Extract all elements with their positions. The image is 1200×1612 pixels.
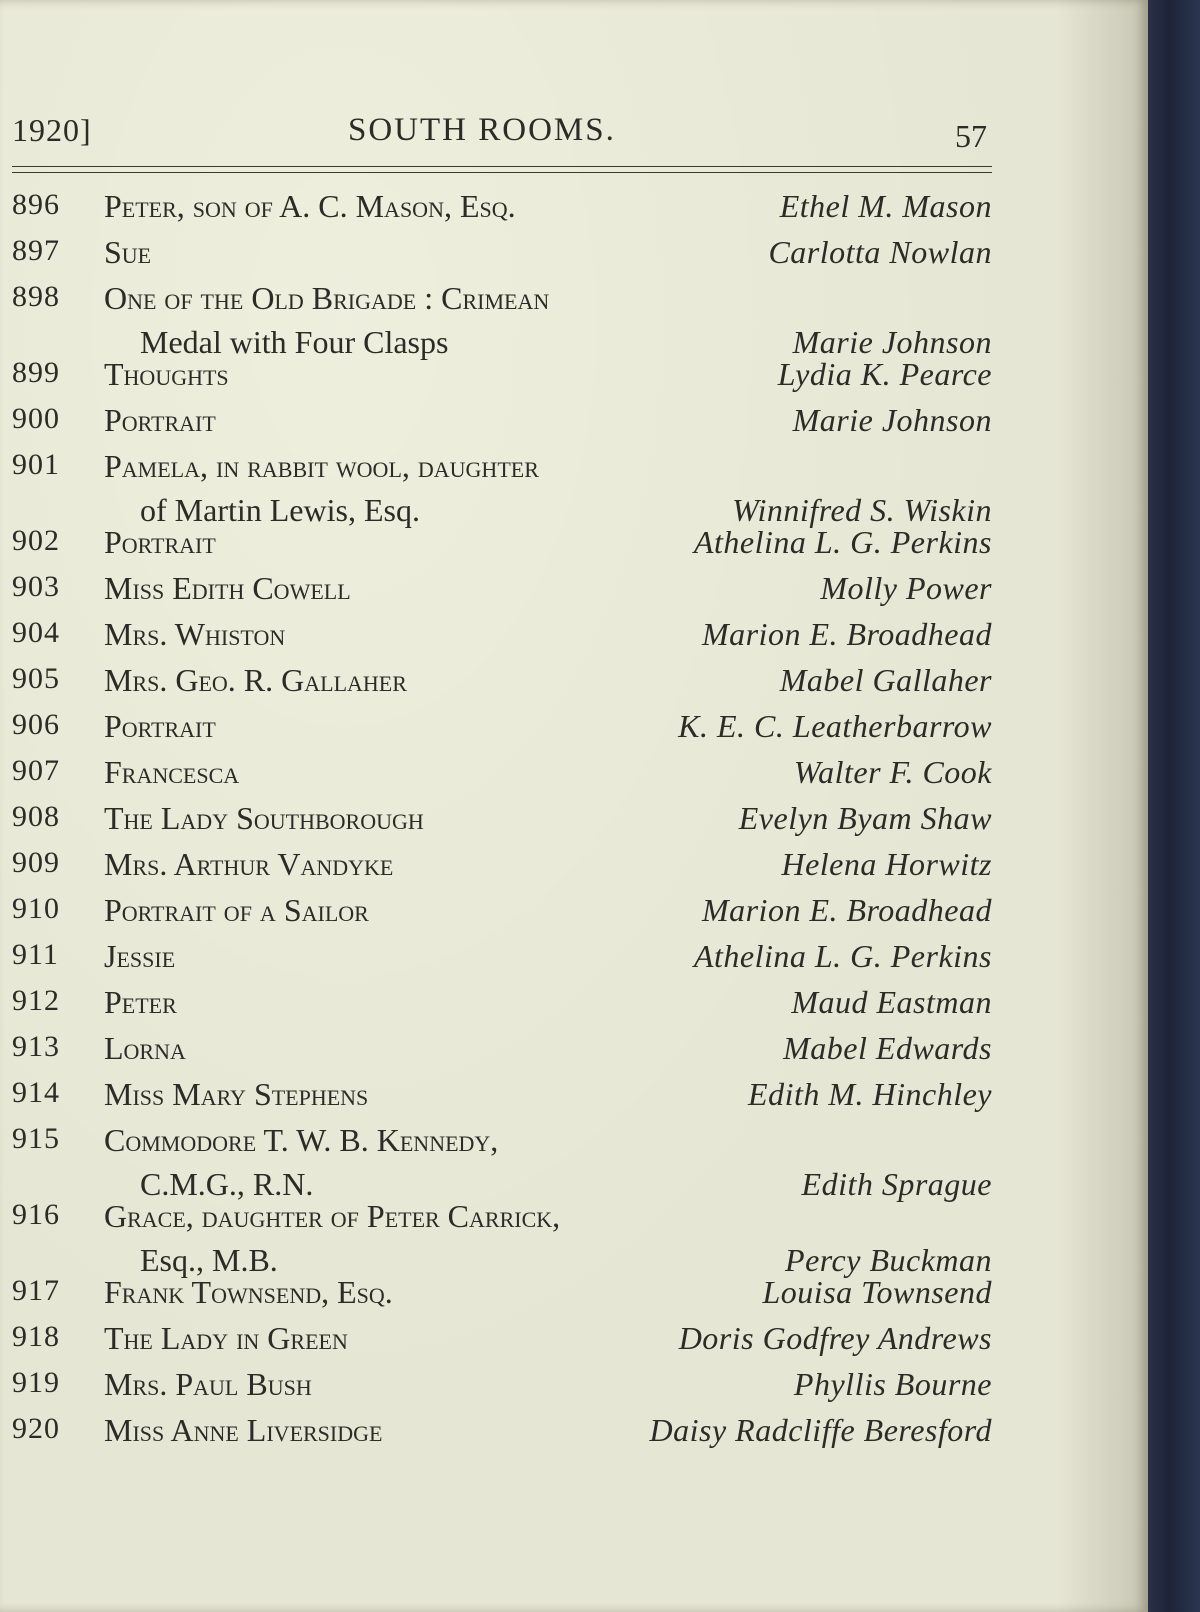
entry-number: 911	[12, 938, 59, 971]
catalogue-entry	[0, 234, 1000, 278]
entry-artist: Helena Horwitz	[781, 846, 992, 882]
entry-artist: Phyllis Bourne	[793, 1366, 992, 1402]
entry-title-continuation: of Martin Lewis, Esq.	[140, 492, 420, 528]
entry-artist: Percy Buckman	[785, 1242, 992, 1278]
entry-title-continuation: C.M.G., R.N.	[140, 1166, 314, 1202]
entry-artist: Carlotta Nowlan	[768, 234, 992, 270]
entry-number: 907	[12, 754, 60, 787]
entry-artist: K. E. C. Leatherbarrow	[678, 708, 992, 744]
entry-title-continuation: Esq., M.B.	[140, 1242, 278, 1278]
book-binding	[1148, 0, 1200, 1612]
entry-artist: Marion E. Broadhead	[701, 892, 992, 928]
catalogue-entry	[0, 892, 1000, 936]
catalogue-entry	[0, 1076, 1000, 1120]
entry-number: 916	[12, 1198, 60, 1231]
entry-artist: Lydia K. Pearce	[777, 356, 992, 392]
entry-number: 908	[12, 800, 60, 833]
entry-title: Mrs. Whiston	[104, 616, 286, 652]
entry-number: 920	[12, 1412, 60, 1445]
catalogue-entry	[0, 356, 1000, 400]
entry-title: Mrs. Geo. R. Gallaher	[104, 662, 407, 698]
entry-number: 919	[12, 1366, 60, 1399]
catalogue-entry	[0, 448, 1000, 528]
entry-number: 905	[12, 662, 60, 695]
entry-number: 917	[12, 1274, 60, 1307]
entry-number: 896	[12, 188, 60, 221]
entry-artist: Molly Power	[820, 570, 992, 606]
entry-number: 898	[12, 280, 60, 313]
catalogue-entry	[0, 754, 1000, 798]
catalogue-entry	[0, 846, 1000, 890]
catalogue-entry	[0, 1412, 1000, 1456]
entry-artist: Maud Eastman	[791, 984, 992, 1020]
page-number: 57	[955, 118, 987, 154]
entry-title: Thoughts	[104, 356, 229, 392]
catalogue-entry	[0, 1122, 1000, 1202]
entry-number: 915	[12, 1122, 60, 1155]
entry-artist: Athelina L. G. Perkins	[693, 938, 992, 974]
entry-artist: Winnifred S. Wiskin	[732, 492, 992, 528]
catalogue-entry	[0, 938, 1000, 982]
entry-title: Miss Edith Cowell	[104, 570, 351, 606]
catalogue-entry	[0, 1320, 1000, 1364]
catalogue-entry	[0, 1198, 1000, 1278]
entry-artist: Daisy Radcliffe Beresford	[649, 1412, 992, 1448]
entry-number: 909	[12, 846, 60, 879]
catalogue-entry	[0, 524, 1000, 568]
header-rule	[12, 166, 992, 167]
catalogue-entry	[0, 280, 1000, 360]
catalogue-entry	[0, 570, 1000, 614]
entry-number: 904	[12, 616, 60, 649]
entry-artist: Marie Johnson	[792, 324, 992, 360]
entry-title-continuation: Medal with Four Clasps	[140, 324, 449, 360]
entry-artist: Mabel Edwards	[783, 1030, 992, 1066]
entry-title: Miss Mary Stephens	[104, 1076, 369, 1112]
entry-artist: Edith Sprague	[801, 1166, 992, 1202]
entry-number: 900	[12, 402, 60, 435]
entry-title: Portrait	[104, 708, 216, 744]
entry-title: Francesca	[104, 754, 240, 790]
catalogue-entry	[0, 662, 1000, 706]
entry-artist: Walter F. Cook	[793, 754, 992, 790]
entry-artist: Evelyn Byam Shaw	[738, 800, 992, 836]
entry-title: The Lady Southborough	[104, 800, 424, 836]
entry-number: 918	[12, 1320, 60, 1353]
entry-title: Portrait	[104, 402, 216, 438]
catalogue-entry	[0, 188, 1000, 232]
entry-title: Peter, son of A. C. Mason, Esq.	[104, 188, 516, 224]
entry-title: Portrait of a Sailor	[104, 892, 369, 928]
entry-title: Peter	[104, 984, 177, 1020]
entry-title: One of the Old Brigade : Crimean	[104, 280, 550, 316]
entry-title: Sue	[104, 234, 152, 270]
entry-artist: Ethel M. Mason	[779, 188, 992, 224]
entry-title: Mrs. Paul Bush	[104, 1366, 312, 1402]
entry-artist: Edith M. Hinchley	[748, 1076, 992, 1112]
entry-title: Pamela, in rabbit wool, daughter	[104, 448, 539, 484]
entry-title: Lorna	[104, 1030, 186, 1066]
entry-title: Frank Townsend, Esq.	[104, 1274, 393, 1310]
entry-artist: Doris Godfrey Andrews	[678, 1320, 992, 1356]
entry-number: 913	[12, 1030, 60, 1063]
entry-number: 901	[12, 448, 60, 481]
entry-artist: Mabel Gallaher	[779, 662, 992, 698]
entry-artist: Marie Johnson	[792, 402, 992, 438]
entry-number: 897	[12, 234, 60, 267]
entry-number: 910	[12, 892, 60, 925]
entry-title: Mrs. Arthur Vandyke	[104, 846, 394, 882]
entry-number: 899	[12, 356, 60, 389]
catalogue-entry	[0, 800, 1000, 844]
catalogue-entry	[0, 984, 1000, 1028]
catalogue-entry	[0, 616, 1000, 660]
entry-artist: Marion E. Broadhead	[701, 616, 992, 652]
header-year: 1920]	[12, 112, 92, 148]
entry-artist: Louisa Townsend	[762, 1274, 992, 1310]
entry-title: Grace, daughter of Peter Carrick,	[104, 1198, 561, 1234]
entry-title: Miss Anne Liversidge	[104, 1412, 383, 1448]
page-title: SOUTH ROOMS.	[348, 112, 616, 148]
entry-number: 903	[12, 570, 60, 603]
catalogue-entry	[0, 402, 1000, 446]
entry-number: 912	[12, 984, 60, 1017]
entry-title: Jessie	[104, 938, 176, 974]
header-rule	[12, 172, 992, 173]
entry-number: 902	[12, 524, 60, 557]
entry-title: Portrait	[104, 524, 216, 560]
entry-artist: Athelina L. G. Perkins	[693, 524, 992, 560]
catalogue-entry	[0, 1366, 1000, 1410]
entry-title: The Lady in Green	[104, 1320, 348, 1356]
catalogue-entry	[0, 1030, 1000, 1074]
catalogue-entry	[0, 1274, 1000, 1318]
entry-title: Commodore T. W. B. Kennedy,	[104, 1122, 499, 1158]
entry-number: 914	[12, 1076, 60, 1109]
entry-number: 906	[12, 708, 60, 741]
catalogue-entry	[0, 708, 1000, 752]
